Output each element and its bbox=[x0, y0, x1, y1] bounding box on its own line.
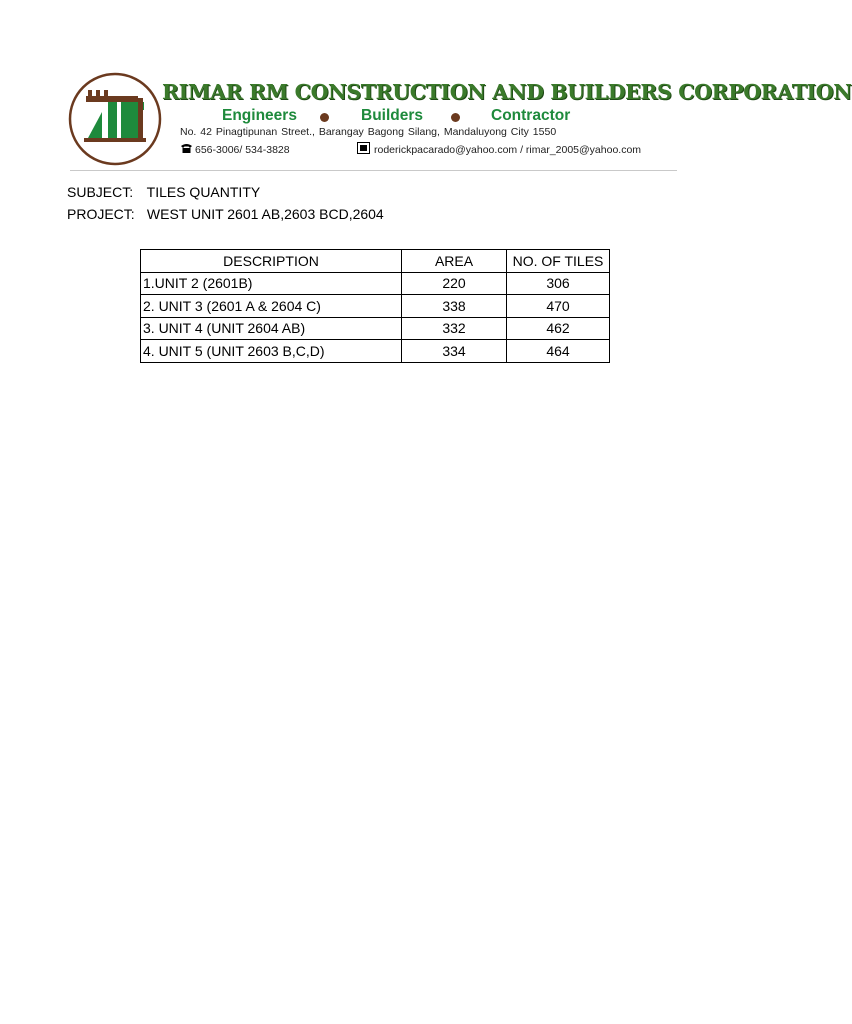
bullet-dot bbox=[320, 113, 329, 122]
project-label: PROJECT: bbox=[67, 206, 135, 222]
header-description: DESCRIPTION bbox=[141, 250, 402, 273]
cell-area: 334 bbox=[402, 340, 507, 363]
tagline-engineers: Engineers bbox=[222, 107, 297, 124]
cell-area: 332 bbox=[402, 317, 507, 340]
subject-line bbox=[67, 184, 260, 200]
cell-description: 4. UNIT 5 (UNIT 2603 B,C,D) bbox=[141, 340, 402, 363]
subject-label: SUBJECT: bbox=[67, 184, 134, 200]
tiles-quantity-table bbox=[140, 249, 610, 363]
project-line bbox=[67, 206, 384, 222]
cell-area: 220 bbox=[402, 272, 507, 295]
cell-area: 338 bbox=[402, 295, 507, 318]
cell-tiles: 470 bbox=[507, 295, 610, 318]
table-header-row bbox=[141, 250, 610, 273]
subject-value: TILES QUANTITY bbox=[146, 184, 261, 200]
header-divider bbox=[70, 170, 677, 171]
mail-icon bbox=[357, 142, 370, 154]
header-area: AREA bbox=[402, 250, 507, 273]
table-row bbox=[141, 317, 610, 340]
cell-description: 3. UNIT 4 (UNIT 2604 AB) bbox=[141, 317, 402, 340]
company-address: No. 42 Pinagtipunan Street., Barangay Bagong Silang, Mandaluyong City 1550 bbox=[180, 126, 557, 138]
cell-tiles: 464 bbox=[507, 340, 610, 363]
header-no-of-tiles: NO. OF TILES bbox=[507, 250, 610, 273]
cell-description: 2. UNIT 3 (2601 A & 2604 C) bbox=[141, 295, 402, 318]
project-value: WEST UNIT 2601 AB,2603 BCD,2604 bbox=[146, 206, 384, 222]
cell-tiles: 462 bbox=[507, 317, 610, 340]
tagline-builders: Builders bbox=[361, 107, 424, 124]
table-row bbox=[141, 272, 610, 295]
tagline-contractor: Contractor bbox=[491, 107, 571, 124]
bullet-dot bbox=[451, 113, 460, 122]
company-logo bbox=[68, 72, 162, 166]
company-email: roderickpacarado@yahoo.com / rimar_2005@yahoo.com bbox=[374, 144, 642, 156]
cell-description: 1.UNIT 2 (2601B) bbox=[141, 272, 402, 295]
table-row bbox=[141, 295, 610, 318]
company-phone: 656-3006/ 534-3828 bbox=[195, 144, 290, 156]
table-row bbox=[141, 340, 610, 363]
phone-icon bbox=[180, 142, 193, 154]
letterhead bbox=[0, 0, 852, 175]
company-name: RIMAR RM CONSTRUCTION AND BUILDERS CORPORATION bbox=[162, 80, 852, 104]
cell-tiles: 306 bbox=[507, 272, 610, 295]
